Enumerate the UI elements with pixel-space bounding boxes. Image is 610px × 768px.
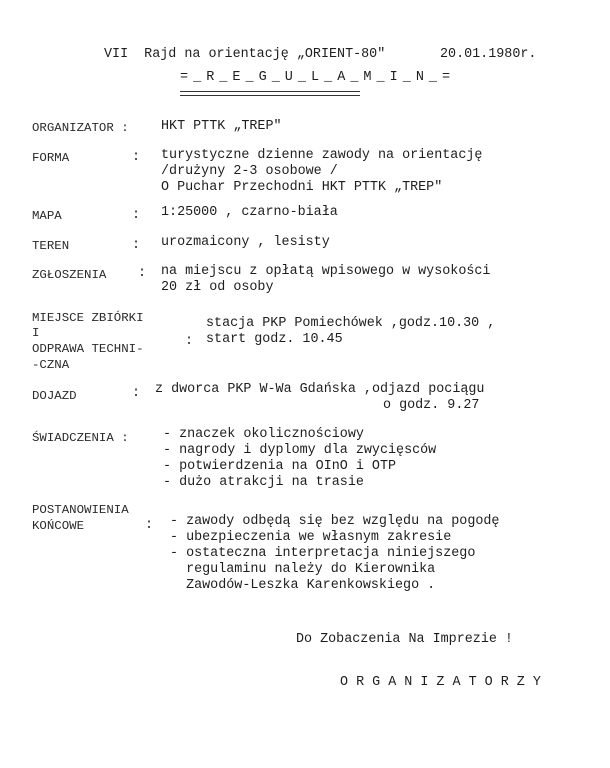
value-postanowienia-2: - ubezpieczenia we własnym zakresie xyxy=(170,530,452,545)
colon: : xyxy=(132,386,141,401)
label-miejsce-4: -CZNA xyxy=(32,358,70,372)
value-swiadczenia-4: - dużo atrakcji na trasie xyxy=(163,475,364,490)
value-zgloszenia-1: na miejscu z opłatą wpisowego w wysokości xyxy=(161,264,491,279)
value-swiadczenia-1: - znaczek okolicznościowy xyxy=(163,427,364,442)
signature: O R G A N I Z A T O R Z Y xyxy=(340,675,541,690)
value-swiadczenia-3: - potwierdzenia na OInO i OTP xyxy=(163,459,397,474)
value-postanowienia-5: Zawodów-Leszka Karenkowskiego . xyxy=(170,578,436,593)
heading-underline xyxy=(180,91,360,92)
event-date: 20.01.1980r. xyxy=(440,47,537,62)
closing-text: Do Zobaczenia Na Imprezie ! xyxy=(296,632,513,647)
value-miejsce-1: stacja PKP Pomiechówek ,godz.10.30 , xyxy=(206,316,496,331)
label-zgloszenia: ZGŁOSZENIA xyxy=(32,268,107,282)
label-forma: FORMA xyxy=(32,151,70,165)
colon: : xyxy=(138,266,147,281)
regulamin-heading: =_R_E_G_U_L_A_M_I_N_= xyxy=(180,70,456,85)
value-dojazd-2: o godz. 9.27 xyxy=(383,398,480,413)
value-forma-1: turystyczne dzienne zawody na orientację xyxy=(161,148,483,163)
colon: : xyxy=(145,518,154,533)
value-forma-2: /drużyny 2-3 osobowe / xyxy=(161,164,338,179)
value-miejsce-2: start godz. 10.45 xyxy=(206,332,343,347)
value-forma-3: O Puchar Przechodni HKT PTTK „TREP" xyxy=(161,180,443,195)
label-miejsce-3: ODPRAWA TECHNI- xyxy=(32,342,144,356)
label-teren: TEREN xyxy=(32,239,70,253)
value-zgloszenia-2: 20 zł od osoby xyxy=(161,280,274,295)
colon: : xyxy=(132,150,141,165)
value-postanowienia-1: - zawody odbędą się bez względu na pogodę xyxy=(170,514,500,529)
event-title: VII Rajd na orientację „ORIENT-80" xyxy=(104,47,386,62)
value-swiadczenia-2: - nagrody i dyplomy dla zwycięsców xyxy=(163,443,437,458)
colon: : xyxy=(185,334,194,349)
value-mapa: 1:25000 , czarno-biała xyxy=(161,205,338,220)
value-teren: urozmaicony , lesisty xyxy=(161,235,330,250)
label-miejsce-2: I xyxy=(32,326,40,340)
label-swiadczenia: ŚWIADCZENIA : xyxy=(32,431,129,445)
colon: : xyxy=(132,238,141,253)
colon: : xyxy=(132,208,141,223)
value-postanowienia-3: - ostateczna interpretacja niniejszego xyxy=(170,546,476,561)
label-dojazd: DOJAZD xyxy=(32,389,77,403)
value-postanowienia-4: regulaminu należy do Kierownika xyxy=(170,562,436,577)
value-dojazd-1: z dworca PKP W-Wa Gdańska ,odjazd pociągu xyxy=(155,382,485,397)
label-postanowienia-1: POSTANOWIENIA xyxy=(32,503,129,517)
label-miejsce-1: MIEJSCE ZBIÓRKI xyxy=(32,311,144,325)
value-organizator: HKT PTTK „TREP" xyxy=(161,119,282,134)
label-organizator: ORGANIZATOR : xyxy=(32,121,129,135)
heading-underline-2 xyxy=(180,95,360,96)
label-mapa: MAPA xyxy=(32,209,62,223)
label-postanowienia-2: KOŃCOWE xyxy=(32,519,85,533)
